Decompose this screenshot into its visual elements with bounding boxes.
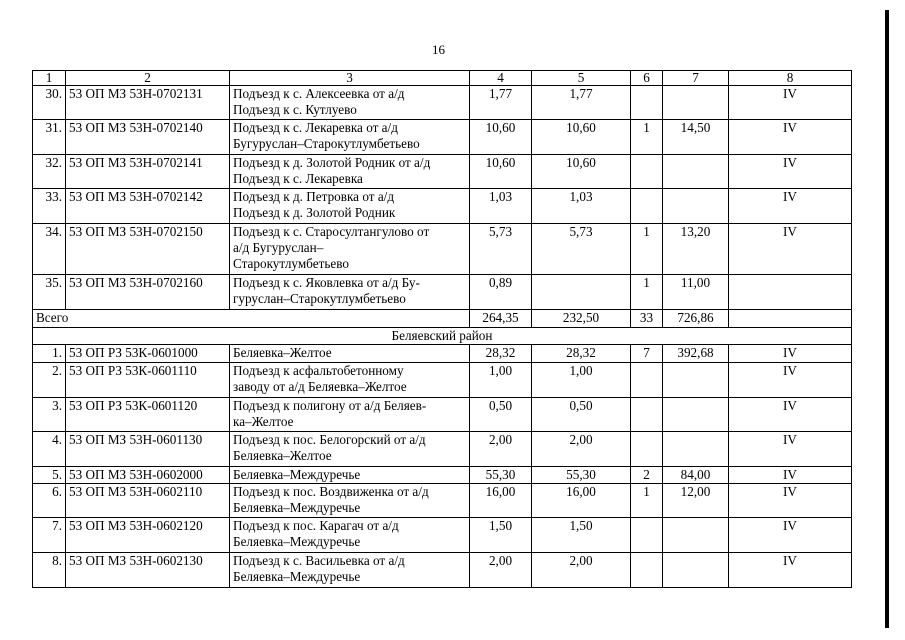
row-number: 8. [33, 553, 66, 588]
row-number: 30. [33, 86, 66, 120]
bridges-count [631, 86, 663, 120]
road-code: 53 ОП МЗ 53Н-0602000 [66, 467, 230, 484]
bridges-count [631, 155, 663, 189]
road-category: IV [729, 432, 852, 467]
bridges-length: 84,00 [663, 467, 729, 484]
bridges-count: 1 [631, 275, 663, 310]
row-number: 35. [33, 275, 66, 310]
road-category: IV [729, 189, 852, 224]
road-name: Подъезд к пос. Воздвиженка от а/д Беляевка–Междуречье [230, 484, 470, 518]
total-c7: 726,86 [663, 310, 729, 328]
total-c8 [729, 310, 852, 328]
total-c4: 264,35 [470, 310, 532, 328]
road-code: 53 ОП МЗ 53Н-0702140 [66, 120, 230, 155]
column-number-3: 3 [230, 71, 470, 86]
page-number: 16 [432, 42, 445, 57]
bridges-count [631, 518, 663, 553]
bridges-count [631, 189, 663, 224]
length-hard-surface: 28,32 [532, 345, 631, 363]
table-row [33, 86, 852, 120]
road-name: Подъезд к полигону от а/д Беляев- ка–Желтое [230, 398, 470, 432]
row-number: 6. [33, 484, 66, 518]
road-code: 53 ОП МЗ 53Н-0602130 [66, 553, 230, 588]
bridges-count [631, 398, 663, 432]
table-row [33, 553, 852, 588]
row-number: 1. [33, 345, 66, 363]
road-category: IV [729, 155, 852, 189]
road-name: Беляевка–Желтое [230, 345, 470, 363]
length-hard-surface: 1,03 [532, 189, 631, 224]
bridges-count [631, 553, 663, 588]
road-name: Подъезд к с. Васильевка от а/д Беляевка–Междуречье [230, 553, 470, 588]
length-hard-surface: 16,00 [532, 484, 631, 518]
length-hard-surface: 0,50 [532, 398, 631, 432]
bridges-length [663, 553, 729, 588]
row-number: 31. [33, 120, 66, 155]
length-total: 0,50 [470, 398, 532, 432]
column-number-2: 2 [66, 71, 230, 86]
road-code: 53 ОП МЗ 53Н-0602120 [66, 518, 230, 553]
bridges-length: 11,00 [663, 275, 729, 310]
road-code: 53 ОП РЗ 53К-0601110 [66, 363, 230, 398]
row-number: 5. [33, 467, 66, 484]
row-number: 3. [33, 398, 66, 432]
row-number: 32. [33, 155, 66, 189]
road-name: Подъезд к пос. Белогорский от а/д Беляевка–Желтое [230, 432, 470, 467]
row-number: 7. [33, 518, 66, 553]
region-heading: Беляевский район [33, 328, 852, 345]
road-category: IV [729, 120, 852, 155]
road-name: Подъезд к д. Золотой Родник от а/д Подъезд к с. Лекаревка [230, 155, 470, 189]
column-number-4: 4 [470, 71, 532, 86]
road-category: IV [729, 86, 852, 120]
road-code: 53 ОП МЗ 53Н-0702142 [66, 189, 230, 224]
road-category: IV [729, 398, 852, 432]
road-category: IV [729, 224, 852, 275]
table-row [33, 224, 852, 275]
road-code: 53 ОП МЗ 53Н-0601130 [66, 432, 230, 467]
length-total: 1,00 [470, 363, 532, 398]
length-hard-surface: 10,60 [532, 120, 631, 155]
column-number-8: 8 [729, 71, 852, 86]
column-number-6: 6 [631, 71, 663, 86]
length-total: 10,60 [470, 155, 532, 189]
bridges-count: 1 [631, 120, 663, 155]
table-body [33, 71, 852, 588]
roads-table [32, 70, 852, 588]
road-code: 53 ОП МЗ 53Н-0702131 [66, 86, 230, 120]
road-code: 53 ОП МЗ 53Н-0702141 [66, 155, 230, 189]
row-number: 4. [33, 432, 66, 467]
bridges-count [631, 432, 663, 467]
header-row [33, 71, 852, 86]
total-row [33, 310, 852, 328]
bridges-count: 7 [631, 345, 663, 363]
bridges-length: 392,68 [663, 345, 729, 363]
length-total: 2,00 [470, 432, 532, 467]
road-name: Подъезд к д. Петровка от а/д Подъезд к д. Золотой Родник [230, 189, 470, 224]
bridges-length: 14,50 [663, 120, 729, 155]
table-row [33, 275, 852, 310]
bridges-count: 2 [631, 467, 663, 484]
road-name: Подъезд к с. Алексеевка от а/д Подъезд к с. Кутлуево [230, 86, 470, 120]
length-hard-surface: 1,77 [532, 86, 631, 120]
length-total: 16,00 [470, 484, 532, 518]
bridges-count: 1 [631, 224, 663, 275]
road-name: Подъезд к с. Лекаревка от а/д Бугуруслан–Старокутлумбетьево [230, 120, 470, 155]
length-total: 1,03 [470, 189, 532, 224]
road-code: 53 ОП МЗ 53Н-0702160 [66, 275, 230, 310]
bridges-length [663, 518, 729, 553]
road-code: 53 ОП МЗ 53Н-0702150 [66, 224, 230, 275]
column-number-1: 1 [33, 71, 66, 86]
table-row [33, 518, 852, 553]
total-c5: 232,50 [532, 310, 631, 328]
length-total: 0,89 [470, 275, 532, 310]
bridges-length [663, 363, 729, 398]
road-category: IV [729, 484, 852, 518]
bridges-count: 1 [631, 484, 663, 518]
road-code: 53 ОП МЗ 53Н-0602110 [66, 484, 230, 518]
road-category [729, 275, 852, 310]
row-number: 34. [33, 224, 66, 275]
road-category: IV [729, 518, 852, 553]
road-category: IV [729, 467, 852, 484]
bridges-count [631, 363, 663, 398]
column-number-5: 5 [532, 71, 631, 86]
total-label: Всего [33, 310, 470, 328]
road-name: Беляевка–Междуречье [230, 467, 470, 484]
table-row [33, 432, 852, 467]
scan-edge-bar [885, 10, 889, 628]
length-total: 5,73 [470, 224, 532, 275]
table-row [33, 189, 852, 224]
length-hard-surface: 5,73 [532, 224, 631, 275]
road-category: IV [729, 345, 852, 363]
row-number: 2. [33, 363, 66, 398]
length-hard-surface: 1,50 [532, 518, 631, 553]
bridges-length [663, 398, 729, 432]
road-name: Подъезд к асфальтобетонному заводу от а/д Беляевка–Желтое [230, 363, 470, 398]
road-code: 53 ОП РЗ 53К-0601120 [66, 398, 230, 432]
length-hard-surface: 55,30 [532, 467, 631, 484]
length-total: 1,50 [470, 518, 532, 553]
road-name: Подъезд к пос. Карагач от а/д Беляевка–Междуречье [230, 518, 470, 553]
length-total: 28,32 [470, 345, 532, 363]
length-hard-surface: 2,00 [532, 553, 631, 588]
table-row [33, 363, 852, 398]
road-name: Подъезд к с. Яковлевка от а/д Бу- гуруслан–Старокутлумбетьево [230, 275, 470, 310]
bridges-length [663, 86, 729, 120]
column-number-7: 7 [663, 71, 729, 86]
length-hard-surface: 10,60 [532, 155, 631, 189]
length-hard-surface [532, 275, 631, 310]
total-c6: 33 [631, 310, 663, 328]
road-category: IV [729, 553, 852, 588]
bridges-length [663, 432, 729, 467]
region-row [33, 328, 852, 345]
length-total: 55,30 [470, 467, 532, 484]
bridges-length: 12,00 [663, 484, 729, 518]
length-hard-surface: 2,00 [532, 432, 631, 467]
length-total: 1,77 [470, 86, 532, 120]
table-row [33, 484, 852, 518]
length-hard-surface: 1,00 [532, 363, 631, 398]
table-row [33, 467, 852, 484]
road-code: 53 ОП РЗ 53К-0601000 [66, 345, 230, 363]
table-row [33, 155, 852, 189]
table-row [33, 398, 852, 432]
bridges-length [663, 189, 729, 224]
length-total: 2,00 [470, 553, 532, 588]
table-row [33, 345, 852, 363]
table-row [33, 120, 852, 155]
bridges-length [663, 155, 729, 189]
row-number: 33. [33, 189, 66, 224]
road-name: Подъезд к с. Старосултангулово от а/д Бугуруслан– Старокутлумбетьево [230, 224, 470, 275]
length-total: 10,60 [470, 120, 532, 155]
road-category: IV [729, 363, 852, 398]
bridges-length: 13,20 [663, 224, 729, 275]
